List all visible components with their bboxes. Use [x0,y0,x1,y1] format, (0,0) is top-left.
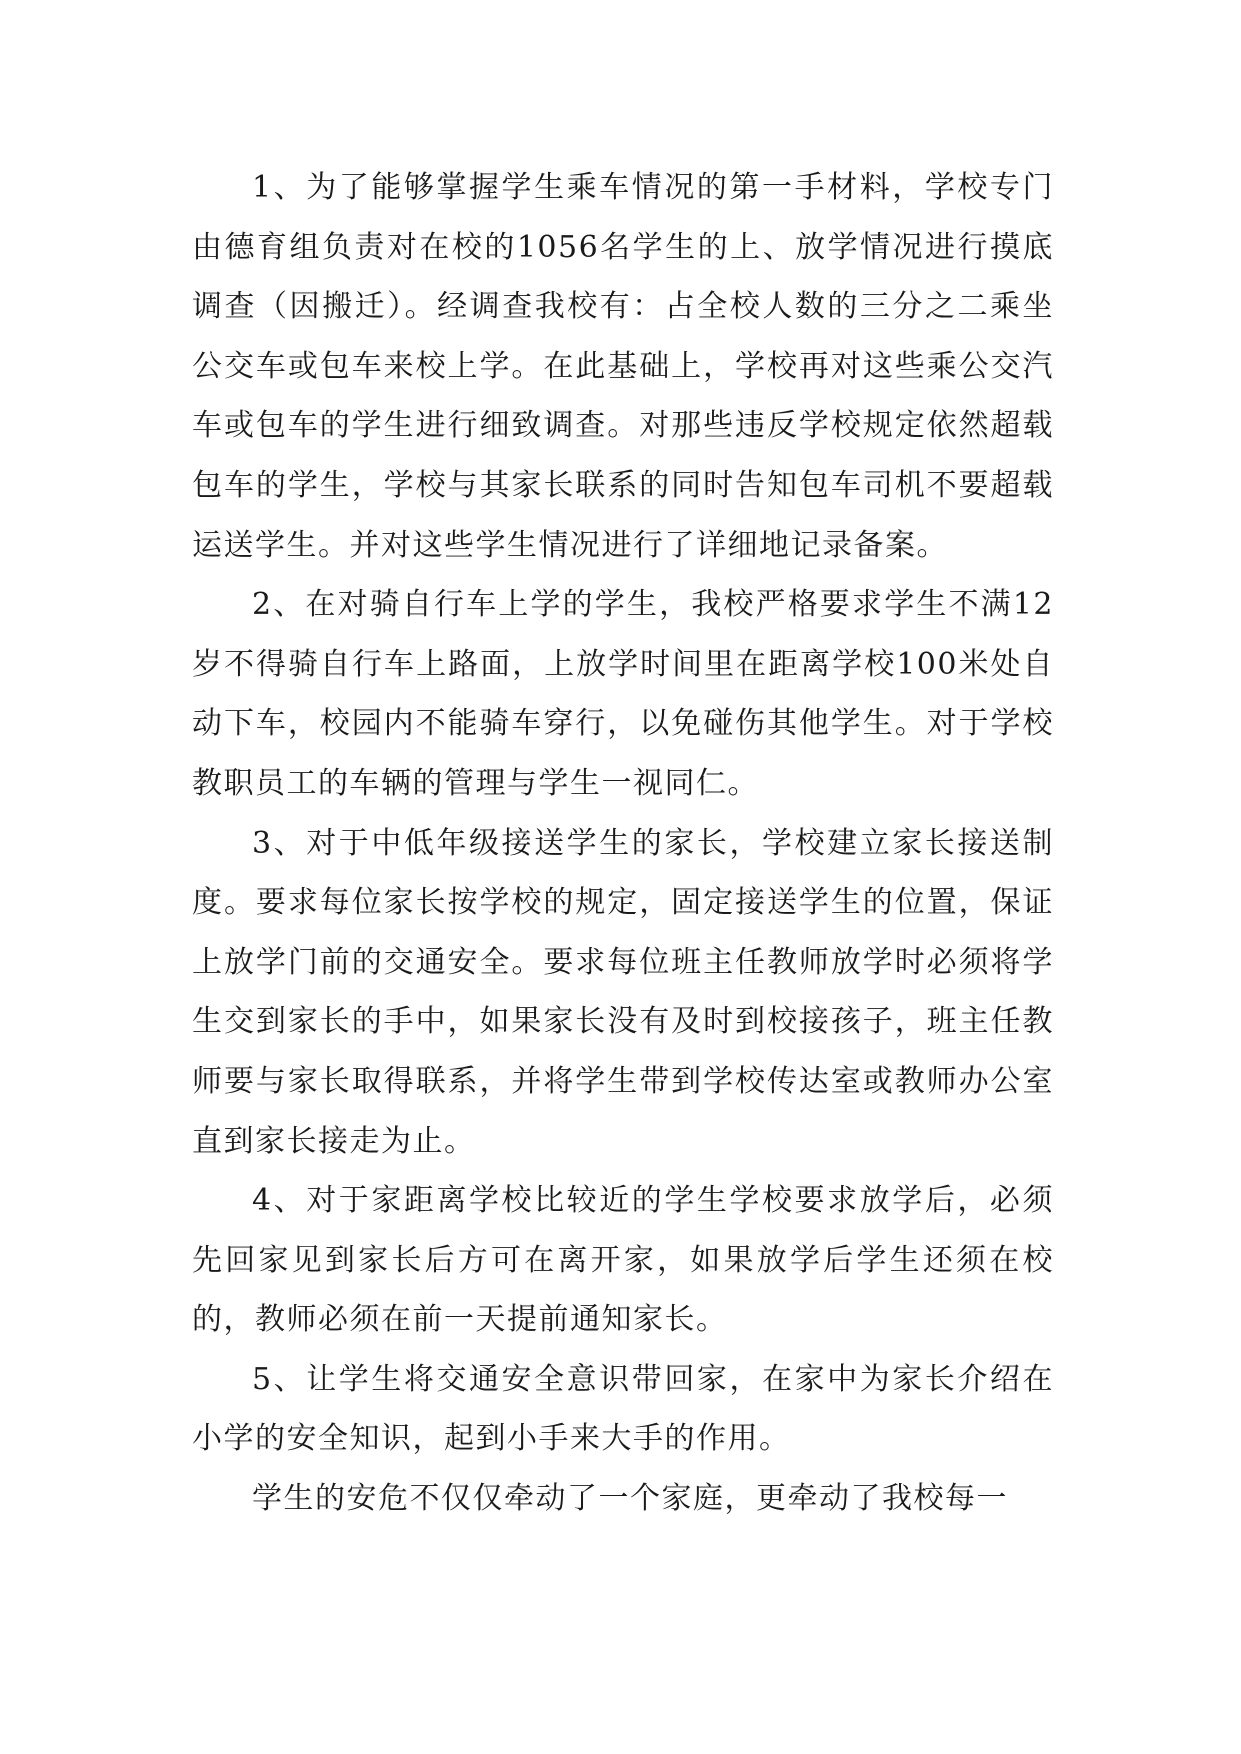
document-body [192,158,1054,1529]
paragraph-2: 2、在对骑自行车上学的学生，我校严格要求学生不满12岁不得骑自行车上路面，上放学时间里在距离学校100米处自动下车，校园内不能骑车穿行，以免碰伤其他学生。对于学校教职员工的车辆的管理与学生一视同仁。 [192,587,1054,801]
paragraph-5: 5、让学生将交通安全意识带回家，在家中为家长介绍在小学的安全知识，起到小手来大手的作用。 [192,1361,1054,1457]
paragraph-1: 1、为了能够掌握学生乘车情况的第一手材料，学校专门由德育组负责对在校的1056名学生的上、放学情况进行摸底调查（因搬迁）。经调查我校有：占全校人数的三分之二乘坐公交车或包车来校上学。在此基础上，学校再对这些乘公交汽车或包车的学生进行细致调查。对那些违反学校规定依然超载包车的学生，学校与其家长联系的同时告知包车司机不要超载运送学生。并对这些学生情况进行了详细地记录备案。 [192,170,1054,563]
paragraph-3: 3、对于中低年级接送学生的家长，学校建立家长接送制度。要求每位家长按学校的规定，固定接送学生的位置，保证上放学门前的交通安全。要求每位班主任教师放学时必须将学生交到家长的手中，如果家长没有及时到校接孩子，班主任教师要与家长取得联系，并将学生带到学校传达室或教师办公室直到家长接走为止。 [192,825,1054,1159]
paragraph-4: 4、对于家距离学校比较近的学生学校要求放学后，必须先回家见到家长后方可在离开家，如果放学后学生还须在校的，教师必须在前一天提前通知家长。 [192,1183,1054,1338]
paragraph-6: 学生的安危不仅仅牵动了一个家庭，更牵动了我校每一 [252,1481,1008,1517]
